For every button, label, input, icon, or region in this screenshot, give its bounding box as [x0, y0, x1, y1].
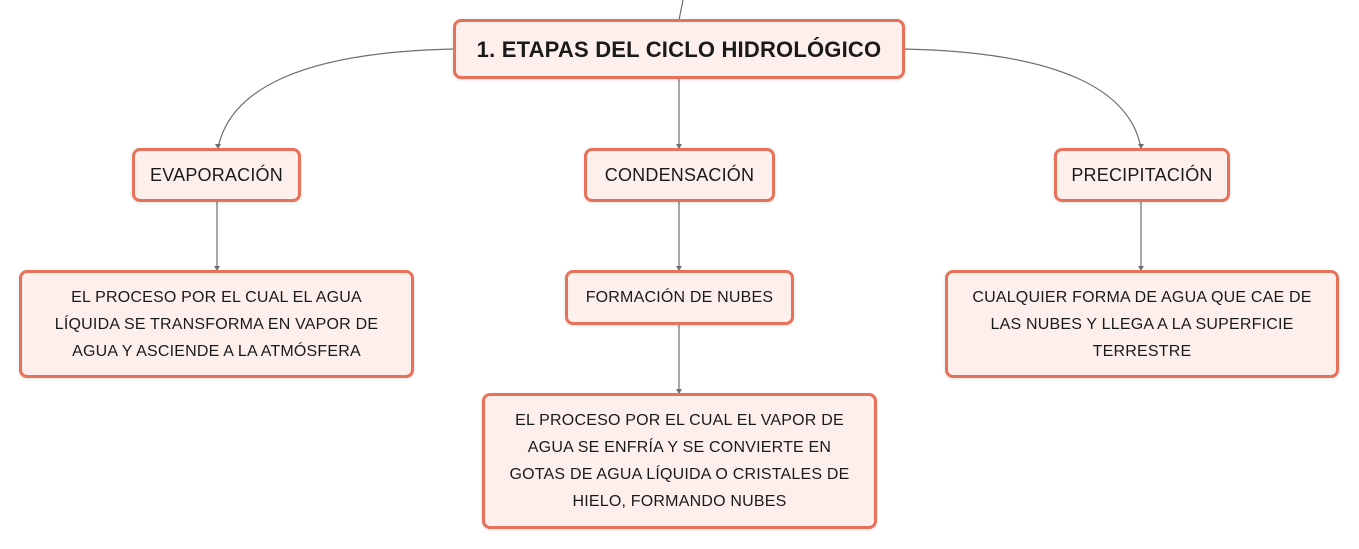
topic-evaporacion-label: EVAPORACIÓN [150, 164, 283, 185]
precipitacion-definition-text: CUALQUIER FORMA DE AGUA QUE CAE DE LAS NUBES Y LLEGA A LA SUPERFICIE TERRESTRE [972, 288, 1312, 360]
topic-evaporacion[interactable] [132, 148, 301, 202]
root-topic-label: 1. ETAPAS DEL CICLO HIDROLÓGICO [476, 36, 882, 62]
subtopic-precipitacion-definition[interactable] [945, 270, 1339, 378]
topic-precipitacion[interactable] [1054, 148, 1230, 202]
topic-condensacion-label: CONDENSACIÓN [604, 164, 755, 185]
topic-condensacion[interactable] [584, 148, 775, 202]
subtopic-evaporacion-definition[interactable] [19, 270, 414, 378]
formacion-de-nubes-text: FORMACIÓN DE NUBES [585, 289, 774, 306]
root-topic-node[interactable] [453, 19, 905, 79]
connector-root-to-precipitacion [903, 49, 1141, 148]
condensacion-definition-text: EL PROCESO POR EL CUAL EL VAPOR DE AGUA SE ENFRÍA Y SE CONVIERTE EN GOTAS DE AGUA LÍQUIDA O CRISTALES DE HIELO, FORMANDO NUBES [509, 412, 850, 510]
connector-parent-to-root [679, 0, 683, 20]
evaporacion-definition-text: EL PROCESO POR EL CUAL EL AGUA LÍQUIDA SE TRANSFORMA EN VAPOR DE AGUA Y ASCIENDE A LA ATMÓSFERA [54, 288, 379, 360]
topic-precipitacion-label: PRECIPITACIÓN [1071, 164, 1213, 185]
subtopic-formacion-de-nubes[interactable] [565, 270, 794, 325]
subtopic-condensacion-definition[interactable] [482, 393, 877, 529]
connector-root-to-evaporacion [218, 49, 455, 148]
